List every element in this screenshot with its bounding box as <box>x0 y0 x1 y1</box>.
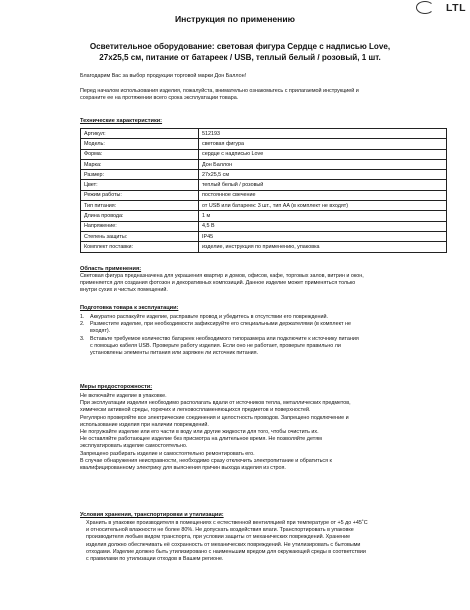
spec-key: Тип питания: <box>81 201 199 211</box>
prep-item-line: с помощью кабеля USB. Проверьте работу изделия. Если оно не работает, проверьте правильно ли <box>90 342 341 349</box>
prep-item-line: установлены элементы питания или заряжен ли источник питания. <box>90 350 259 357</box>
prep-item-line: Аккуратно распакуйте изделие, расправьте провод и убедитесь в отсутствии его повреждений. <box>90 314 328 320</box>
storage-line: изделия должно обеспечивать её сохранность от механических повреждений. Не утилизировать с бытовыми <box>86 541 361 548</box>
spec-value: Дон Баллон <box>199 159 447 169</box>
prep-item-line: Вставьте требуемое количество батареек необходимого типоразмера или подключите к источнику питания <box>90 335 359 342</box>
spec-row <box>81 159 447 169</box>
spec-row <box>81 231 447 241</box>
safety-line: Не включайте изделие в упаковке. <box>80 393 167 399</box>
spec-value: постоянное свечение <box>199 190 447 200</box>
spec-row <box>81 180 447 190</box>
prep-item-number: 2. <box>80 321 85 328</box>
spec-row <box>81 221 447 231</box>
spec-key: Цвет: <box>81 180 199 190</box>
product-title <box>40 41 440 63</box>
intro-line-2: сохраните ее на протяжении всего срока эксплуатации товара. <box>80 95 239 102</box>
spec-key: Размер: <box>81 170 199 180</box>
storage-line: с правилами по утилизации отходов в Вашем регионе. <box>86 556 224 563</box>
specs-title: Технические характеристики: <box>80 118 163 124</box>
spec-value: IP45 <box>199 231 447 241</box>
product-title-line-1: Осветительное оборудование: световая фигура Сердце с надписью Love, <box>89 42 391 51</box>
usage-title: Область применения: <box>80 266 142 272</box>
prep-item <box>80 336 450 358</box>
safety-line: Регулярно проверяйте все электрические соединения и целостность проводов. Запрещено подключение и <box>80 414 349 421</box>
safety-line: химически активной среды, горючих и легковоспламеняющихся предметов и поверхностей. <box>80 407 311 414</box>
spec-row <box>81 242 447 252</box>
spec-value: теплый белый / розовый <box>199 180 447 190</box>
safety-title: Меры предосторожности: <box>80 384 153 390</box>
storage-line: и относительной влажности не более 80%. Не допускать воздействия влаги. Транспортировать в упаковке <box>86 527 354 534</box>
spec-key: Марка: <box>81 159 199 169</box>
spec-value: 512193 <box>199 129 447 139</box>
spec-value: световая фигура <box>199 139 447 149</box>
storage-line: отходами. Изделие должно быть утилизировано с наименьшим вредом для окружающей среды в соответствии <box>86 548 366 555</box>
usage-line: внутри сухих и чистых помещений. <box>80 287 168 294</box>
safety-line: квалифицированному электрику для выяснения причин выхода изделия из строя. <box>80 465 286 472</box>
document-title: Инструкция по применению <box>174 14 295 24</box>
safety-line: Не оставляйте работающее изделие без присмотра на длительное время. Не позволяйте детям <box>80 436 322 443</box>
intro-text <box>80 88 450 102</box>
spec-row <box>81 190 447 200</box>
spec-row <box>81 170 447 180</box>
storage-line: производителя любым видом транспорта, при условии защиты от механических повреждений. Хранение <box>86 534 351 541</box>
prep-list <box>80 314 450 357</box>
logo-text: LTL <box>446 2 466 14</box>
spec-row <box>81 139 447 149</box>
spec-key: Степень защиты: <box>81 231 199 241</box>
storage-text <box>80 520 456 563</box>
spec-value: 1 м <box>199 211 447 221</box>
prep-item-number: 1. <box>80 314 85 320</box>
prep-item-number: 3. <box>80 335 85 342</box>
logo-swirl-icon <box>416 1 434 14</box>
spec-key: Модель: <box>81 139 199 149</box>
spec-key: Длина провода: <box>81 211 199 221</box>
safety-line: Запрещено разбирать изделие и самостоятельно ремонтировать его. <box>80 450 255 457</box>
safety-line: использование изделия при наличии повреждений. <box>80 421 209 428</box>
spec-value: 4,5 В <box>199 221 447 231</box>
spec-row <box>81 129 447 139</box>
safety-line: Не погружайте изделие или его части в воду или другие жидкости для того, чтобы очистить их. <box>80 429 319 436</box>
usage-line: Световая фигура предназначена для украшения квартир и домов, офисов, кафе, торговых залов, витрин и окон, <box>80 273 364 279</box>
storage-title: Условия хранения, транспортировки и утилизации: <box>80 512 224 518</box>
spec-key: Комплект поставки: <box>81 242 199 252</box>
prep-item-line: входят). <box>90 328 111 335</box>
storage-line: Хранить в упаковке производителя в помещениях с естественной вентиляцией при температуре от +5 до +45˚С <box>86 520 368 526</box>
product-title-line-2: 27x25,5 см, питание от батареек / USB, теплый белый / розовый, 1 шт. <box>99 53 381 62</box>
safety-line: В случае обнаружения неисправности, необходимо сразу отключить электропитание и обратиться к <box>80 457 332 464</box>
spec-value: 27x25,5 см <box>199 170 447 180</box>
safety-text <box>80 393 450 472</box>
spec-value: изделие, инструкция по применению, упаковка <box>199 242 447 252</box>
thanks-text: Благодарим Вас за выбор продукции торговой марки Дон Баллон! <box>80 73 247 79</box>
safety-line: эксплуатировать изделие самостоятельно. <box>80 443 188 450</box>
spec-value: от USB или батареек: 3 шт., тип AA (в комплект не входят) <box>199 201 447 211</box>
spec-key: Напряжение: <box>81 221 199 231</box>
prep-item <box>80 321 450 335</box>
spec-row <box>81 201 447 211</box>
usage-text <box>80 273 450 295</box>
spec-row <box>81 149 447 159</box>
usage-line: применяется для создания фотозон и декоративных композиций. Данное изделие может применяться только <box>80 280 356 287</box>
prep-item-line: Разместите изделие, при необходимости зафиксируйте его специальными держателями (в комплект не <box>90 321 351 328</box>
specs-table <box>80 128 447 253</box>
spec-row <box>81 211 447 221</box>
spec-key: Артикул: <box>81 129 199 139</box>
spec-key: Режим работы: <box>81 190 199 200</box>
safety-line: При эксплуатации изделия необходимо располагать вдали от источников тепла, металлических предметов, <box>80 400 351 407</box>
spec-key: Форма: <box>81 149 199 159</box>
intro-line-1: Перед началом использования изделия, пожалуйста, внимательно ознакомьтесь с прилагаемой инструкцией и <box>80 88 359 94</box>
spec-value: сердце с надписью Love <box>199 149 447 159</box>
prep-title: Подготовка товара к эксплуатации: <box>80 305 179 311</box>
